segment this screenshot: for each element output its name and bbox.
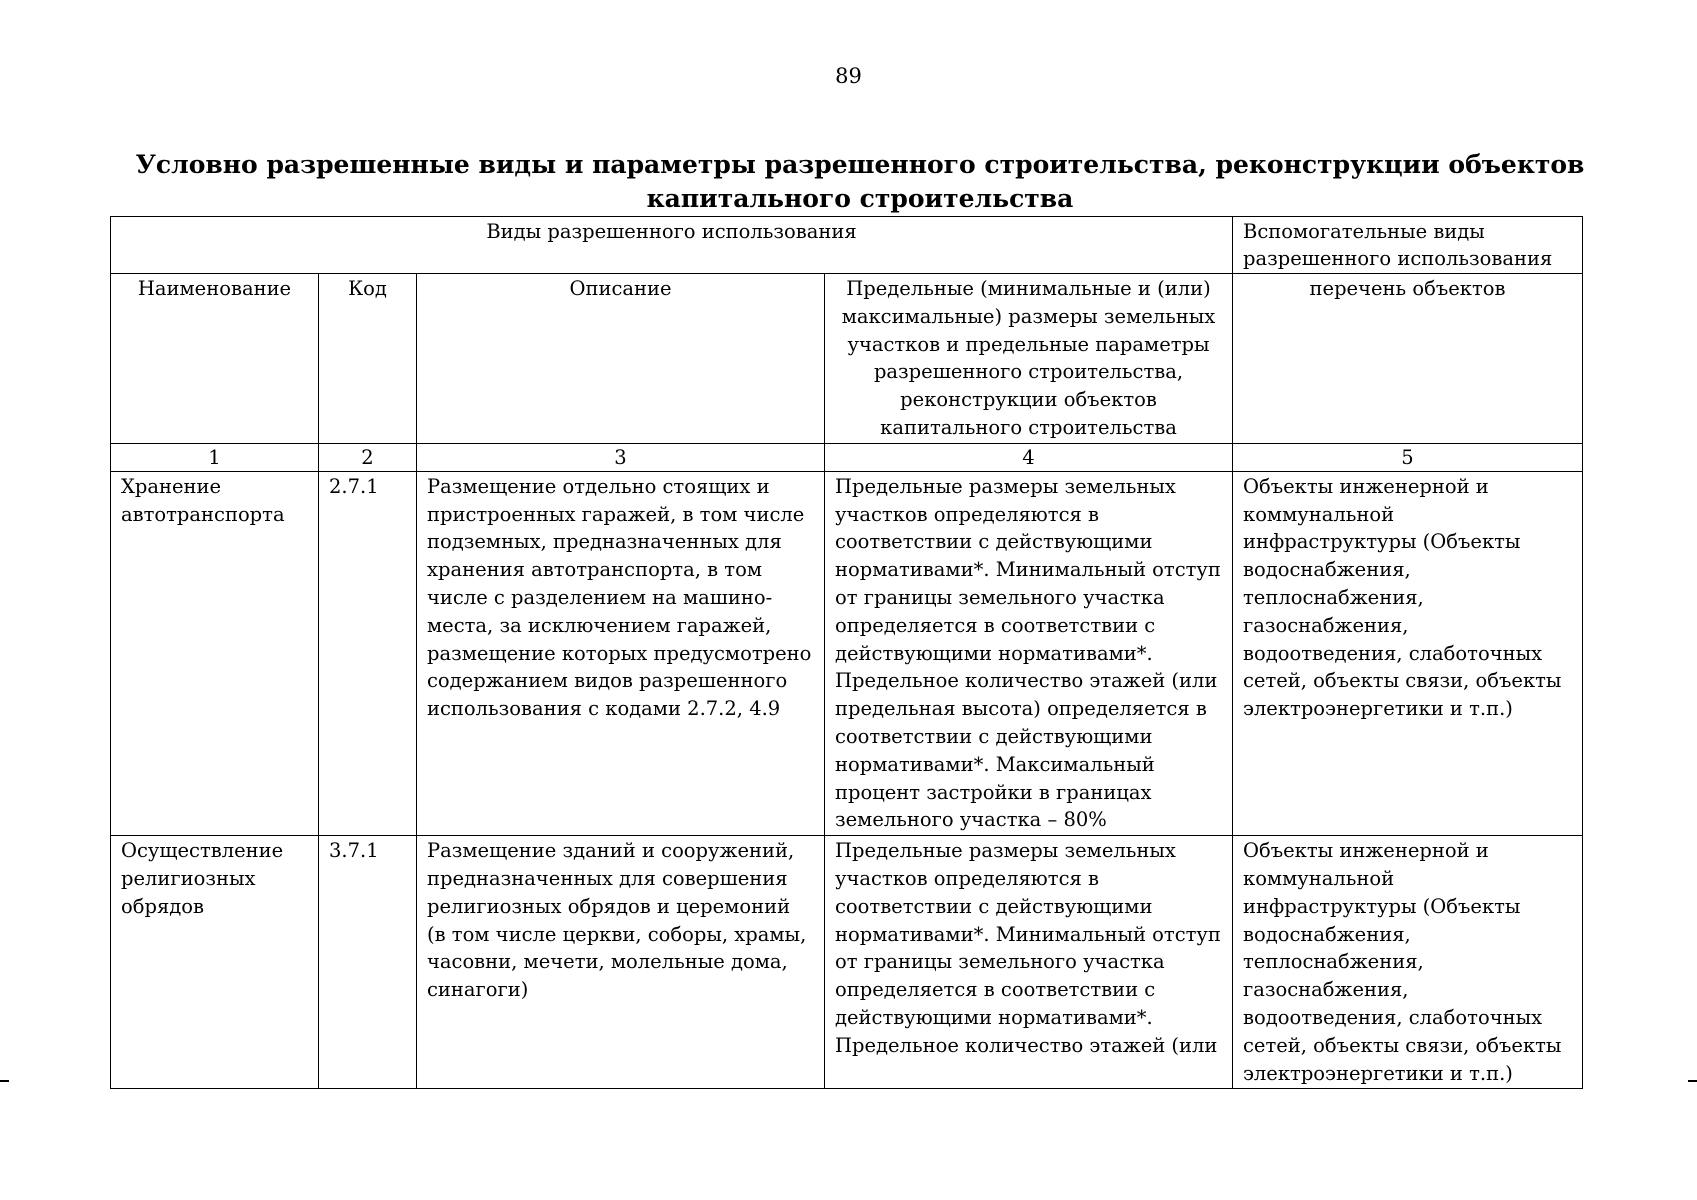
- group-header-main: Виды разрешенного использования: [111, 217, 1233, 274]
- column-number: 4: [825, 443, 1233, 471]
- table-row: [111, 471, 1583, 835]
- column-header-code: Код: [319, 274, 417, 444]
- column-number: 5: [1233, 443, 1583, 471]
- row-limits: Предельные размеры земельных участков определяются в соответствии с действующими нормативами*. Минимальный отступ от границы земельного участка определяется в соответствии с действующими нормативами*. Предельное количество этажей (или: [825, 836, 1233, 1089]
- page-number: 89: [835, 64, 862, 88]
- table-row: [111, 836, 1583, 1089]
- row-description: Размещение отдельно стоящих и пристроенных гаражей, в том числе подземных, предназначенных для хранения автотранспорта, в том числе с разделением на машино-места, за исключением гаражей, размещение которых предусмотрено содержанием видов разрешенного использования с кодами 2.7.2, 4.9: [417, 471, 825, 835]
- row-code: 2.7.1: [319, 471, 417, 835]
- row-code: 3.7.1: [319, 836, 417, 1089]
- column-header-objects: перечень объектов: [1233, 274, 1583, 444]
- margin-mark-left: [0, 1080, 9, 1082]
- row-limits: Предельные размеры земельных участков определяются в соответствии с действующими нормативами*. Минимальный отступ от границы земельного участка определяется в соответствии с действующими нормативами*. Предельное количество этажей (или предельная высота) определяется в соответствии с действующими нормативами*. Максимальный процент застройки в границах земельного участка – 80%: [825, 471, 1233, 835]
- column-header-row: [111, 274, 1583, 444]
- column-number: 2: [319, 443, 417, 471]
- group-header-row: [111, 217, 1583, 274]
- row-name: Осуществление религиозных обрядов: [111, 836, 319, 1089]
- margin-mark-right: [1688, 1080, 1697, 1082]
- column-number-row: [111, 443, 1583, 471]
- row-name: Хранение автотранспорта: [111, 471, 319, 835]
- row-objects: Объекты инженерной и коммунальной инфраструктуры (Объекты водоснабжения, теплоснабжения, газоснабжения, водоотведения, слаботочных сетей, объекты связи, объекты электроэнергетики и т.п.): [1233, 836, 1583, 1089]
- column-number: 3: [417, 443, 825, 471]
- group-header-auxiliary: Вспомогательные виды разрешенного использования: [1233, 217, 1583, 274]
- column-header-name: Наименование: [111, 274, 319, 444]
- row-objects: Объекты инженерной и коммунальной инфраструктуры (Объекты водоснабжения, теплоснабжения, газоснабжения, водоотведения, слаботочных сетей, объекты связи, объекты электроэнергетики и т.п.): [1233, 471, 1583, 835]
- zoning-table: [110, 216, 1583, 1089]
- column-number: 1: [111, 443, 319, 471]
- row-description: Размещение зданий и сооружений, предназначенных для совершения религиозных обрядов и церемоний (в том числе церкви, соборы, храмы, часовни, мечети, молельные дома, синагоги): [417, 836, 825, 1089]
- column-header-limits: Предельные (минимальные и (или) максимальные) размеры земельных участков и предельные параметры разрешенного строительства, реконструкции объектов капитального строительства: [825, 274, 1233, 444]
- column-header-description: Описание: [417, 274, 825, 444]
- page-title: Условно разрешенные виды и параметры разрешенного строительства, реконструкции объектов капитального строительства: [135, 150, 1585, 213]
